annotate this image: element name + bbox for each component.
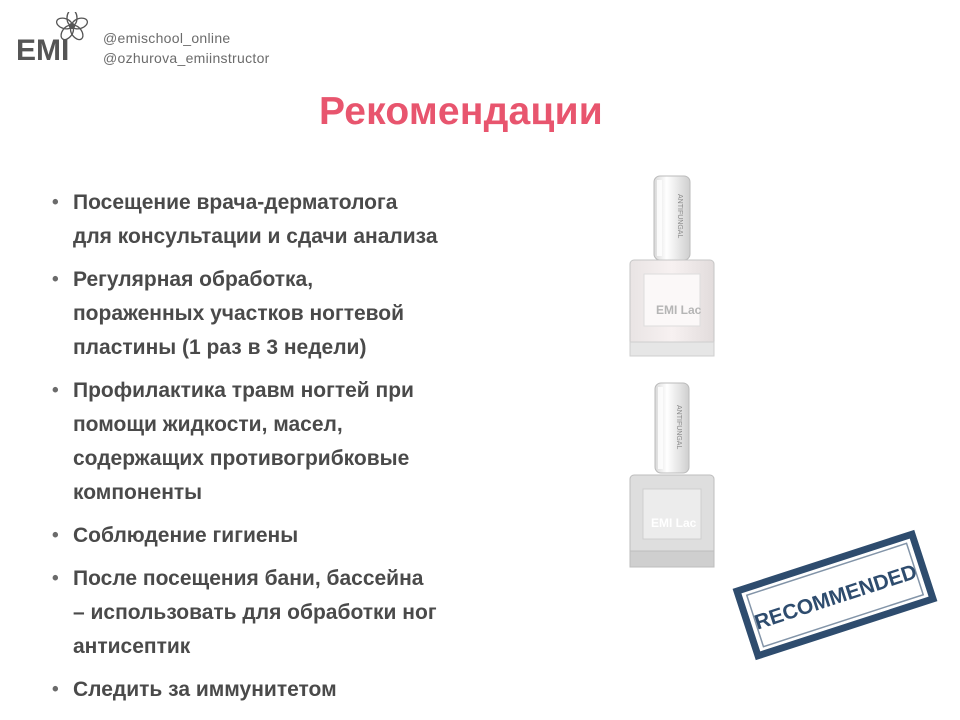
- cap-label-2: ANTIFUNGAL: [675, 405, 682, 450]
- handle-emischool: @emischool_online: [103, 30, 231, 46]
- social-handles: [103, 28, 270, 68]
- logo-text: EMI: [16, 34, 70, 67]
- handle-instructor: @ozhurova_emiinstructor: [103, 50, 270, 66]
- product-bottle-2: [627, 381, 717, 571]
- body-label-1: EMI Lac: [656, 303, 702, 317]
- list-item: • После посещения бани, бассейна – использовать для обработки ног антисептик: [52, 562, 522, 664]
- list-item: • Следить за иммунитетом: [52, 673, 522, 707]
- cap-label-1: ANTIFUNGAL: [676, 194, 683, 239]
- list-item: • Профилактика травм ногтей при помощи жидкости, масел, содержащих противогрибковые компоненты: [52, 374, 522, 510]
- slide-title: Рекомендации: [319, 90, 603, 133]
- stamp-text: RECOMMENDED: [751, 560, 920, 635]
- body-label-2: EMI Lac: [651, 516, 697, 530]
- recommended-stamp: [730, 515, 940, 665]
- list-item: • Соблюдение гигиены: [52, 519, 522, 553]
- emi-logo: [14, 12, 98, 68]
- list-item: • Регулярная обработка, пораженных участков ногтевой пластины (1 раз в 3 недели): [52, 263, 522, 365]
- product-bottle-1: [626, 174, 718, 360]
- recommendations-list: [52, 186, 522, 716]
- list-item: • Посещение врача-дерматолога для консультации и сдачи анализа: [52, 186, 522, 254]
